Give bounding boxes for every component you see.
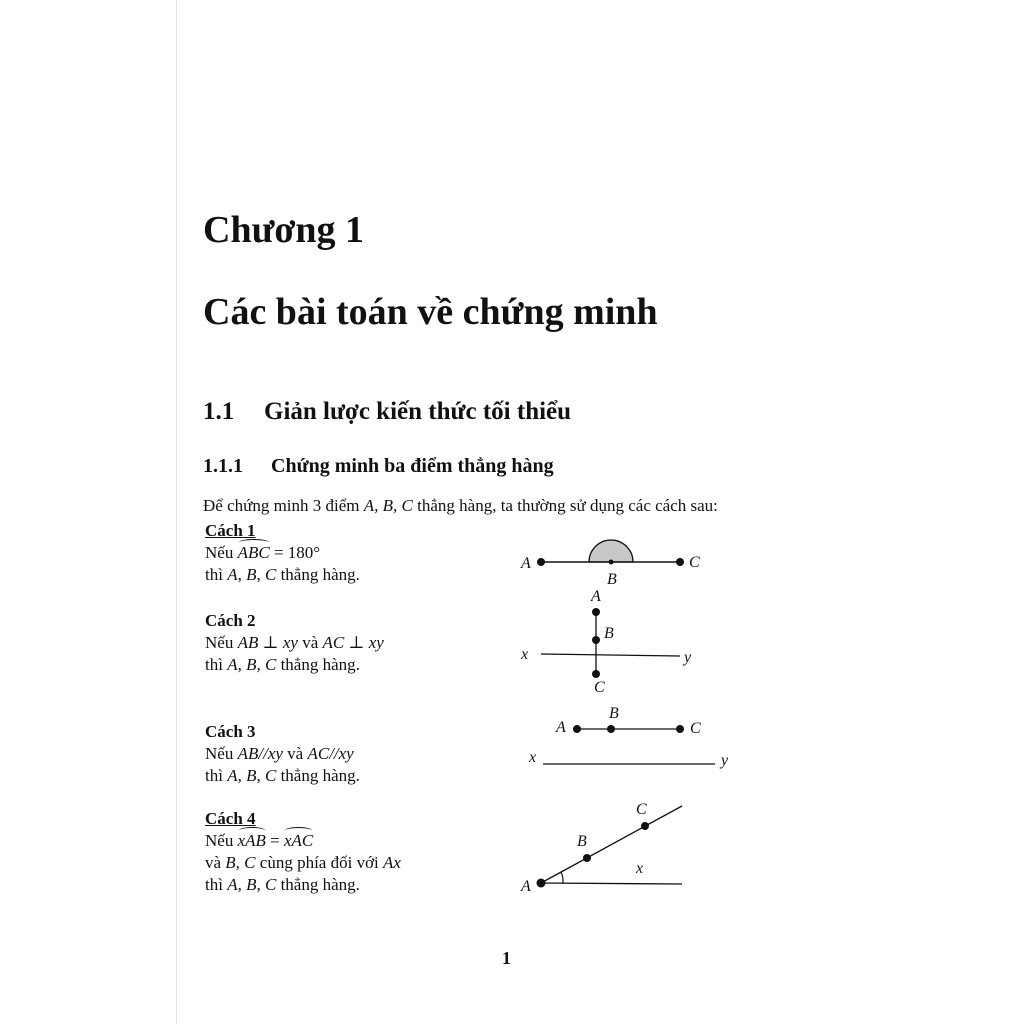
intro-points: A, B, C — [363, 496, 413, 515]
point-c — [592, 670, 600, 678]
label-a: A — [521, 878, 531, 895]
method-2-and: và — [297, 633, 323, 652]
method-3-conclusion: thẳng hàng. — [276, 766, 360, 785]
angle-abc: ABC — [237, 543, 270, 562]
label-b: B — [609, 705, 619, 722]
subsection-number: 1.1.1 — [203, 455, 243, 477]
label-a: A — [591, 588, 601, 605]
figure-2 — [520, 588, 692, 696]
intro-after: thẳng hàng, ta thường sử dụng các cách sau: — [412, 496, 718, 515]
method-1-title: Cách 1 — [205, 521, 256, 540]
equals-sign: = — [265, 831, 284, 850]
ray-abc — [541, 806, 682, 883]
method-2-conclusion: thẳng hàng. — [276, 655, 360, 674]
method-4-bc: B, C — [225, 853, 256, 872]
point-b — [607, 725, 615, 733]
section-title: Giản lược kiến thức tối thiểu — [264, 398, 572, 425]
label-c: C — [594, 679, 605, 696]
method-3-then: thì — [205, 766, 228, 785]
label-a: A — [556, 719, 566, 736]
label-b: B — [577, 833, 587, 850]
ray-ax — [541, 883, 682, 884]
parallel-symbol-2: // — [329, 744, 339, 763]
method-3-title: Cách 3 — [205, 722, 256, 741]
method-4-and: và — [205, 853, 226, 872]
method-3-xy2: xy — [338, 744, 354, 763]
straight-angle-arc — [589, 540, 633, 562]
subsection-title: Chứng minh ba điểm thẳng hàng — [271, 455, 554, 477]
method-3-ac: AC — [307, 744, 330, 763]
method-2-xy2: xy — [368, 633, 384, 652]
method-3-if: Nếu — [205, 744, 238, 763]
label-x: x — [521, 646, 529, 663]
method-2-then: thì — [205, 655, 228, 674]
perp-symbol: ⊥ — [258, 633, 283, 652]
method-3-points: A, B, C — [227, 766, 277, 785]
point-b — [609, 560, 614, 565]
angle-xab: xAB — [237, 831, 266, 850]
label-y: y — [684, 649, 692, 666]
point-b — [592, 636, 600, 644]
angle-mark — [561, 872, 563, 883]
method-3-and: và — [282, 744, 308, 763]
parallel-symbol: // — [258, 744, 268, 763]
line-xy — [541, 654, 680, 656]
method-4-then: thì — [205, 875, 228, 894]
label-a: A — [521, 555, 531, 572]
section-number: 1.1 — [203, 398, 235, 425]
point-b — [583, 854, 591, 862]
point-a — [592, 608, 600, 616]
point-c — [676, 725, 684, 733]
method-2-points: A, B, C — [227, 655, 277, 674]
point-c — [641, 822, 649, 830]
method-2-title: Cách 2 — [205, 611, 256, 630]
point-a — [573, 725, 581, 733]
method-3-ab: AB — [237, 744, 259, 763]
method-1-then: thì — [205, 565, 228, 584]
method-4-same-side: cùng phía đối với — [255, 853, 384, 872]
label-b: B — [607, 571, 617, 588]
method-2-ac: AC — [322, 633, 345, 652]
method-1-if: Nếu — [205, 543, 238, 562]
label-c: C — [689, 554, 700, 571]
chapter-label: Chương 1 — [203, 209, 365, 251]
angle-xac: xAC — [284, 831, 314, 850]
method-4-conclusion: thẳng hàng. — [276, 875, 360, 894]
method-2-xy1: xy — [282, 633, 298, 652]
method-1-points: A, B, C — [227, 565, 277, 584]
label-c: C — [636, 801, 647, 818]
method-3-xy1: xy — [267, 744, 283, 763]
point-a — [537, 558, 545, 566]
method-4-points: A, B, C — [227, 875, 277, 894]
label-y: y — [721, 752, 729, 769]
perp-symbol-2: ⊥ — [344, 633, 369, 652]
label-b: B — [604, 625, 614, 642]
method-4-if: Nếu — [205, 831, 238, 850]
label-c: C — [690, 720, 701, 737]
point-a — [537, 879, 546, 888]
method-4-ray: Ax — [383, 853, 401, 872]
method-1-conclusion: thẳng hàng. — [276, 565, 360, 584]
page-number: 1 — [502, 948, 511, 968]
chapter-title: Các bài toán về chứng minh — [203, 291, 658, 333]
point-c — [676, 558, 684, 566]
figure-4 — [520, 801, 682, 895]
method-2-ab: AB — [237, 633, 259, 652]
method-2-if: Nếu — [205, 633, 238, 652]
figure-3 — [528, 705, 729, 769]
method-4-title: Cách 4 — [205, 809, 256, 828]
label-x: x — [636, 860, 644, 877]
figure-1 — [520, 540, 700, 588]
intro-before: Để chứng minh 3 điểm — [203, 496, 364, 515]
method-1-value: = 180° — [269, 543, 321, 562]
label-x: x — [529, 749, 537, 766]
